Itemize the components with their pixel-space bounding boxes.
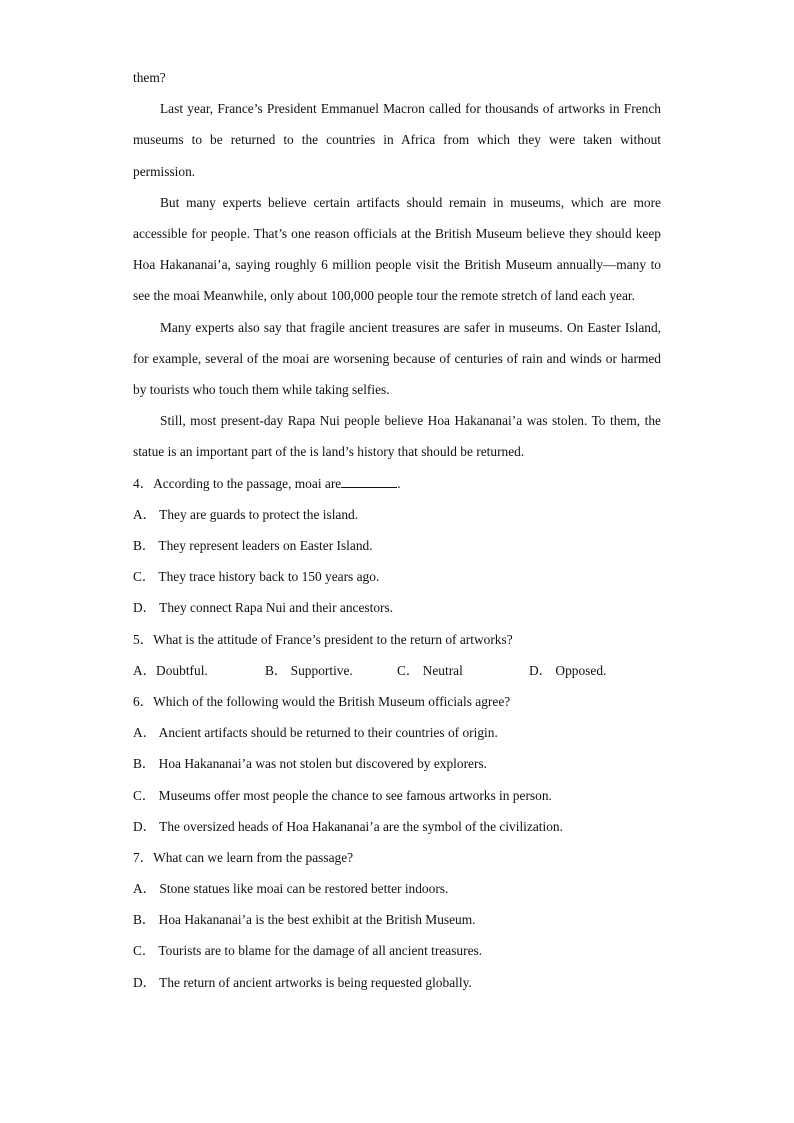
passage-paragraph-1: Last year, France’s President Emmanuel Macron called for thousands of artworks in French museums to be returned to the countries in Africa from which they were taken without permission. [133, 101, 661, 179]
question-5-options [133, 655, 661, 686]
question-5-option-c: C． Neutral [397, 662, 463, 678]
question-4-stem [133, 468, 661, 499]
question-5-stem: 5．What is the attitude of France’s president to the return of artworks? [133, 631, 513, 647]
question-7-option-b: B． Hoa Hakananai’a is the best exhibit at the British Museum. [133, 912, 476, 928]
question-4-option-b: B． They represent leaders on Easter Island. [133, 538, 373, 553]
passage-paragraph-4: Still, most present-day Rapa Nui people believe Hoa Hakananai’a was stolen. To them, the statue is an important part of the is land’s history that should be returned. [133, 413, 661, 460]
passage-lead: them? [133, 70, 166, 85]
question-5-option-b: B． Supportive. [265, 662, 353, 678]
question-4-stem-text: 4．According to the passage, moai are [133, 475, 342, 491]
answer-blank [341, 475, 397, 488]
passage-paragraph-3: Many experts also say that fragile ancient treasures are safer in museums. On Easter Island, for example, several of the moai are worsening because of centuries of rain and winds or harmed by tourists who touch them while taking selfies. [133, 319, 661, 398]
question-4-option-c: C． They trace history back to 150 years ago. [133, 569, 380, 585]
question-6-option-b: B． Hoa Hakananai’a was not stolen but discovered by explorers. [133, 756, 488, 772]
question-6-stem: 6．Which of the following would the British Museum officials agree? [133, 693, 511, 709]
question-5-option-a: A．Doubtful. [133, 662, 208, 678]
question-4-stem-end: . [397, 475, 401, 491]
document-page [133, 62, 661, 998]
question-4-option-a: A． They are guards to protect the island. [133, 506, 359, 522]
question-6-option-a: A． Ancient artifacts should be returned to their countries of origin. [133, 725, 498, 741]
passage-paragraph-2: But many experts believe certain artifacts should remain in museums, which are more accessible for people. That’s one reason officials at the British Museum believe they should keep Hoa Hakananai’a, saying roughly 6 million people visit the British Museum annually—many to see the moai Meanwhile, only about 100,000 people tour the remote stretch of land each year. [133, 194, 661, 304]
question-7-stem: 7．What can we learn from the passage? [133, 849, 354, 865]
question-6-option-d: D． The oversized heads of Hoa Hakananai’a are the symbol of the civilization. [133, 818, 563, 834]
question-7-option-d: D． The return of ancient artworks is being requested globally. [133, 974, 472, 990]
question-7-option-c: C． Tourists are to blame for the damage of all ancient treasures. [133, 943, 483, 959]
question-6-option-c: C． Museums offer most people the chance to see famous artworks in person. [133, 787, 552, 803]
question-7-option-a: A． Stone statues like moai can be restored better indoors. [133, 881, 449, 897]
question-4-option-d: D． They connect Rapa Nui and their ancestors. [133, 600, 394, 616]
question-5-option-d: D． Opposed. [529, 662, 607, 678]
